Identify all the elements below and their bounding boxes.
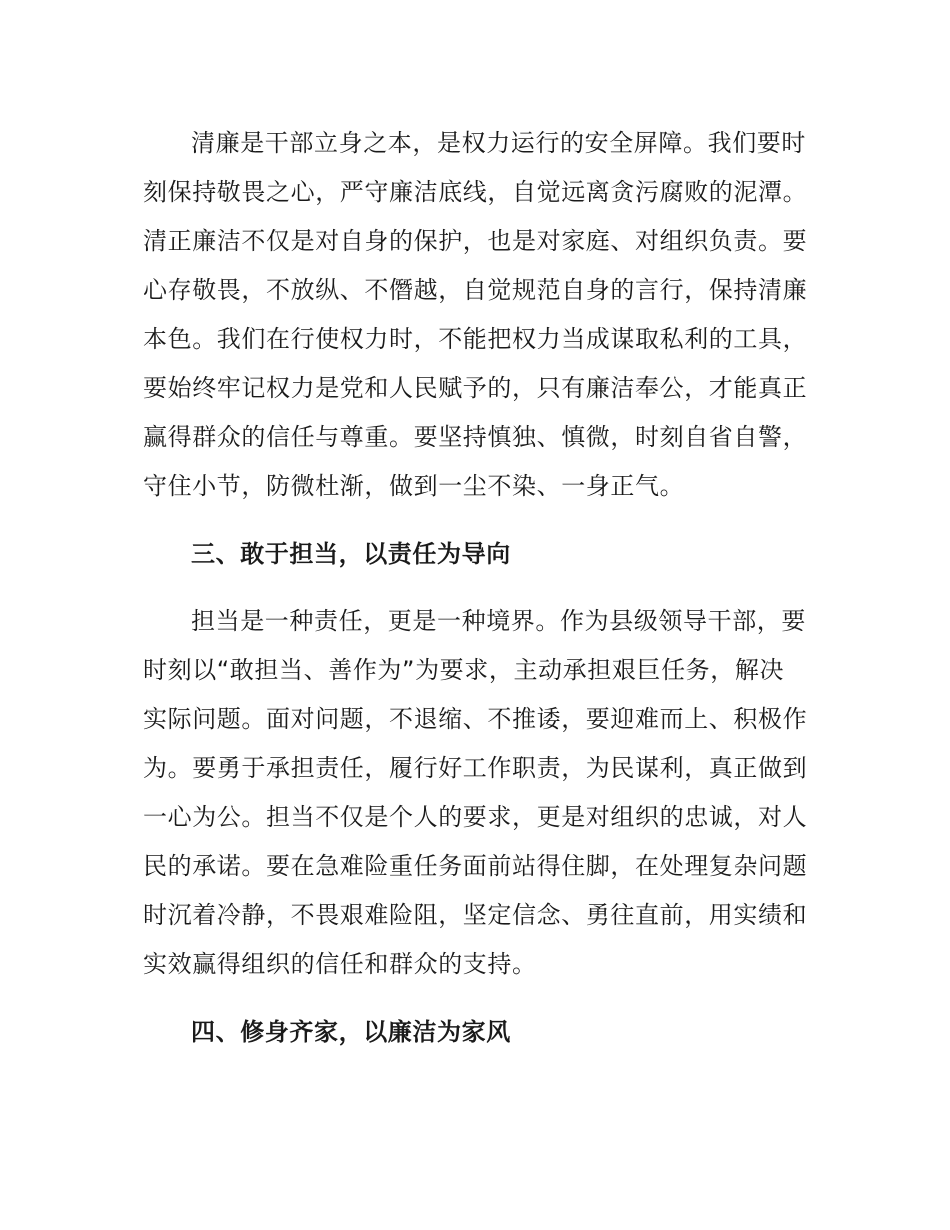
paragraph-line: 实际问题。面对问题，不退缩、不推诿，要迎难而上、积极作 (143, 705, 808, 733)
paragraph-line: 实效赢得组织的信任和群众的支持。 (143, 950, 537, 978)
paragraph-line: 赢得群众的信任与尊重。要坚持慎独、慎微，时刻自省自警， (143, 423, 808, 451)
section-heading: 四、修身齐家，以廉洁为家风 (191, 1018, 511, 1046)
paragraph-line: 本色。我们在行使权力时，不能把权力当成谋取私利的工具， (143, 325, 808, 353)
paragraph-line: 为。要勇于承担责任，履行好工作职责，为民谋利，真正做到 (143, 754, 808, 782)
paragraph-line: 时沉着冷静，不畏艰难险阻，坚定信念、勇往直前，用实绩和 (143, 901, 808, 929)
paragraph-line: 要始终牢记权力是党和人民赋予的，只有廉洁奉公，才能真正 (143, 374, 808, 402)
paragraph-line: 时刻以“敢担当、善作为”为要求，主动承担艰巨任务，解决 (143, 656, 785, 684)
paragraph-line: 心存敬畏，不放纵、不僭越，自觉规范自身的言行，保持清廉 (143, 276, 808, 304)
paragraph-line: 刻保持敬畏之心，严守廉洁底线，自觉远离贪污腐败的泥潭。 (143, 178, 808, 206)
paragraph-line: 清廉是干部立身之本，是权力运行的安全屏障。我们要时 (191, 129, 806, 157)
paragraph-line: 一心为公。担当不仅是个人的要求，更是对组织的忠诚，对人 (143, 803, 808, 831)
paragraph-line: 清正廉洁不仅是对自身的保护，也是对家庭、对组织负责。要 (143, 227, 808, 255)
paragraph-line: 担当是一种责任，更是一种境界。作为县级领导干部，要 (191, 607, 806, 635)
paragraph-line: 守住小节，防微杜渐，做到一尘不染、一身正气。 (143, 472, 685, 500)
paragraph-line: 民的承诺。要在急难险重任务面前站得住脚，在处理复杂问题 (143, 852, 808, 880)
section-heading: 三、敢于担当，以责任为导向 (191, 540, 511, 568)
